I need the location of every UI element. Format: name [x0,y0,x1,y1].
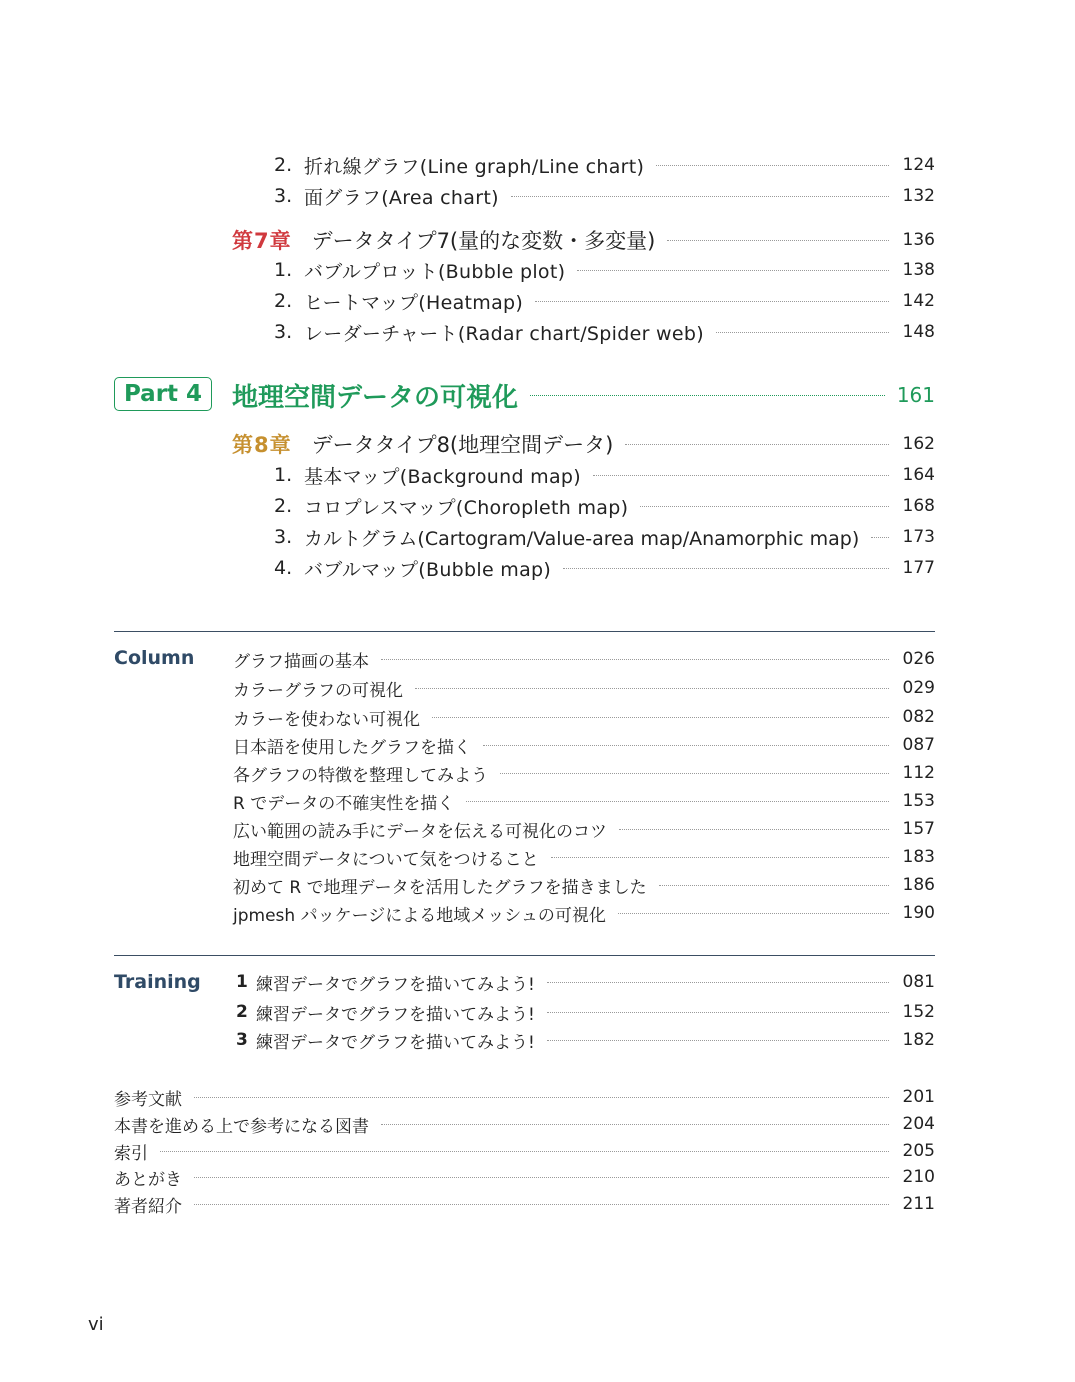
entry-page: 142 [902,291,935,311]
leader-dots [483,745,889,746]
entry-title: 著者紹介 [114,1196,182,1217]
chapter-8-heading[interactable] [232,429,935,459]
column-entry[interactable] [233,646,935,672]
entry-page: 177 [902,558,935,578]
toc-entry[interactable] [274,523,935,551]
leader-dots [511,196,889,197]
entry-number: 3. [274,321,293,343]
part-page: 161 [896,383,935,407]
part-4-badge: Part 4 [114,377,212,411]
entry-title: ヒートマップ(Heatmap) [304,291,524,314]
column-entry[interactable] [233,900,935,926]
backmatter-entry[interactable] [114,1084,935,1110]
leader-dots [625,444,889,445]
leader-dots [500,773,889,774]
entry-title: 練習データでグラフを描いてみよう! [256,974,535,995]
training-heading: Training [114,971,201,993]
toc-entry[interactable] [274,151,935,179]
entry-page: 204 [902,1114,935,1134]
entry-page: 026 [902,649,935,669]
entry-number: 2. [274,290,293,312]
leader-dots [194,1204,889,1205]
entry-number: 2. [274,154,293,176]
toc-entry[interactable] [274,461,935,489]
leader-dots [619,829,889,830]
entry-number: 1 [236,972,248,992]
backmatter-entry[interactable] [114,1191,935,1217]
leader-dots [716,332,889,333]
leader-dots [381,659,889,660]
leader-dots [551,857,889,858]
entry-page: 201 [902,1087,935,1107]
leader-dots [194,1097,889,1098]
entry-page: 153 [902,791,935,811]
entry-title: 日本語を使用したグラフを描く [233,737,471,758]
column-divider [114,631,935,632]
entry-page: 205 [902,1141,935,1161]
entry-number: 2. [274,495,293,517]
entry-title: 本書を進める上で参考になる図書 [114,1116,369,1137]
entry-title: カルトグラム(Cartogram/Value-area map/Anamorphic map) [304,527,860,550]
column-entry[interactable] [233,760,935,786]
leader-dots [466,801,889,802]
backmatter-entry[interactable] [114,1164,935,1190]
entry-title: R でデータの不確実性を描く [233,793,455,814]
entry-page: 152 [902,1002,935,1022]
backmatter-entry[interactable] [114,1138,935,1164]
leader-dots [640,506,889,507]
toc-entry[interactable] [274,492,935,520]
leader-dots [547,1012,889,1013]
entry-page: 210 [902,1167,935,1187]
column-entry[interactable] [233,844,935,870]
toc-entry[interactable] [274,256,935,284]
column-entry[interactable] [233,704,935,730]
entry-page: 157 [902,819,935,839]
entry-number: 1. [274,259,293,281]
entry-page: 082 [902,707,935,727]
column-entry[interactable] [233,675,935,701]
chapter-7-heading[interactable] [232,225,935,255]
training-entry[interactable] [236,1027,935,1053]
entry-page: 132 [902,186,935,206]
leader-dots [530,395,885,396]
entry-title: あとがき [114,1169,182,1190]
entry-page: 148 [902,322,935,342]
entry-title: 各グラフの特徴を整理してみよう [233,765,488,786]
chapter-title: データタイプ7(量的な変数・多変量) [311,229,656,253]
column-entry[interactable] [233,732,935,758]
leader-dots [547,1040,889,1041]
leader-dots [656,165,889,166]
entry-page: 173 [902,527,935,547]
column-heading: Column [114,647,195,669]
leader-dots [577,270,889,271]
leader-dots [563,568,889,569]
toc-entry[interactable] [274,554,935,582]
entry-title: レーダーチャート(Radar chart/Spider web) [304,322,704,345]
entry-title: 参考文献 [114,1089,182,1110]
toc-entry[interactable] [274,182,935,210]
entry-page: 087 [902,735,935,755]
entry-title: 練習データでグラフを描いてみよう! [256,1032,535,1053]
leader-dots [593,475,889,476]
entry-title: バブルマップ(Bubble map) [304,558,552,581]
training-divider [114,955,935,956]
entry-title: 折れ線グラフ(Line graph/Line chart) [304,155,645,178]
entry-page: 190 [902,903,935,923]
entry-number: 3. [274,526,293,548]
page-folio: vi [88,1314,104,1335]
entry-page: 124 [902,155,935,175]
entry-page: 081 [902,972,935,992]
toc-entry[interactable] [274,287,935,315]
entry-title: カラーグラフの可視化 [233,680,403,701]
entry-page: 138 [902,260,935,280]
chapter-label: 第7章 [232,229,292,253]
chapter-page: 136 [902,230,935,250]
backmatter-entry[interactable] [114,1111,935,1137]
entry-title: 練習データでグラフを描いてみよう! [256,1004,535,1025]
entry-title: jpmesh パッケージによる地域メッシュの可視化 [233,905,606,926]
entry-title: 基本マップ(Background map) [304,465,581,488]
training-entry[interactable] [236,999,935,1025]
entry-title: 索引 [114,1143,148,1164]
entry-title: グラフ描画の基本 [233,651,369,672]
leader-dots [194,1177,889,1178]
leader-dots [160,1151,889,1152]
entry-title: 広い範囲の読み手にデータを伝える可視化のコツ [233,821,607,842]
entry-number: 4. [274,557,293,579]
entry-number: 2 [236,1002,248,1022]
entry-page: 186 [902,875,935,895]
entry-page: 183 [902,847,935,867]
leader-dots [667,240,889,241]
entry-title: 地理空間データについて気をつけること [233,849,539,870]
entry-page: 168 [902,496,935,516]
chapter-title: データタイプ8(地理空間データ) [311,433,614,457]
part-title: 地理空間データの可視化 [232,382,519,413]
toc-entry[interactable] [274,318,935,346]
chapter-page: 162 [902,434,935,454]
leader-dots [618,913,889,914]
column-entry[interactable] [233,872,935,898]
training-entry[interactable] [236,969,935,995]
column-entry[interactable] [233,816,935,842]
entry-number: 3 [236,1030,248,1050]
entry-title: バブルプロット(Bubble plot) [304,260,566,283]
entry-title: カラーを使わない可視化 [233,709,420,730]
entry-title: 初めて R で地理データを活用したグラフを描きました [233,877,647,898]
leader-dots [871,537,889,538]
entry-page: 164 [902,465,935,485]
entry-title: 面グラフ(Area chart) [304,186,499,209]
entry-page: 211 [902,1194,935,1214]
column-entry[interactable] [233,788,935,814]
entry-page: 029 [902,678,935,698]
chapter-label: 第8章 [232,433,292,457]
entry-number: 1. [274,464,293,486]
part-4-heading[interactable] [232,378,935,412]
entry-title: コロプレスマップ(Choropleth map) [304,496,629,519]
entry-page: 182 [902,1030,935,1050]
leader-dots [535,301,889,302]
leader-dots [432,717,889,718]
leader-dots [659,885,889,886]
leader-dots [381,1124,889,1125]
entry-page: 112 [902,763,935,783]
leader-dots [547,982,889,983]
entry-number: 3. [274,185,293,207]
leader-dots [415,688,889,689]
